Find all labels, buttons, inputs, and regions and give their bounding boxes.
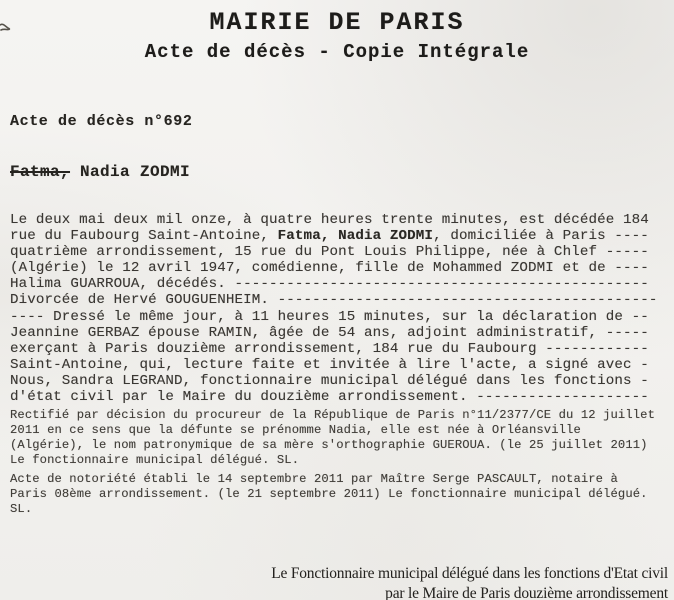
text-segment: Fatma, Nadia ZODMI bbox=[277, 228, 434, 245]
rectification-line: Le fonctionnaire municipal délégué. SL. bbox=[10, 453, 300, 468]
act-number: Acte de décès n°692 bbox=[10, 113, 193, 130]
struck-forename: Fatma, bbox=[10, 163, 71, 181]
signature-line-2: par le Maire de Paris douzième arrondissement bbox=[385, 584, 668, 600]
notoriete-line: Paris 08ème arrondissement. (le 21 septembre 2011) Le fonctionnaire municipal délégué. bbox=[10, 487, 648, 502]
text-segment: rue du Faubourg Saint-Antoine, bbox=[10, 228, 278, 245]
deceased-name-line bbox=[10, 163, 190, 181]
signature-block bbox=[271, 564, 668, 600]
signature-line-1: Le Fonctionnaire municipal délégué dans les fonctions d'Etat civil bbox=[271, 565, 668, 582]
notoriete-line: SL. bbox=[10, 502, 33, 517]
act-body-paragraph bbox=[10, 212, 674, 405]
rectification-line: Rectifié par décision du procureur de la République de Paris n°11/2377/CE du 12 juillet bbox=[10, 408, 655, 422]
notoriete-mention-paragraph bbox=[10, 472, 674, 517]
page-title: MAIRIE DE PARIS bbox=[209, 8, 465, 37]
act-body-line: (Algérie) le 12 avril 1947, comédienne, fille de Mohammed ZODMI et de ---- bbox=[10, 260, 649, 277]
act-body-line: Nous, Sandra LEGRAND, fonctionnaire municipal délégué dans les fonctions - bbox=[10, 372, 649, 389]
act-body-line: Le deux mai deux mil onze, à quatre heures trente minutes, est décédée 184 bbox=[10, 212, 649, 228]
act-body-line: d'état civil par le Maire du douzième arrondissement. -------------------- bbox=[10, 389, 649, 406]
page-subtitle: Acte de décès - Copie Intégrale bbox=[144, 41, 530, 63]
text-segment: , domiciliée à Paris ---- bbox=[433, 228, 649, 245]
act-body-line bbox=[10, 228, 674, 244]
rectification-line: (Algérie), le nom patronymique de sa mère s'orthographie GUEROUA. (le 25 juillet 2011) bbox=[10, 438, 648, 453]
notoriete-line: Acte de notoriété établi le 14 septembre 2011 par Maître Serge PASCAULT, notaire à bbox=[10, 472, 618, 486]
deceased-name: Nadia ZODMI bbox=[70, 163, 191, 181]
act-body-line: quatrième arrondissement, 15 rue du Pont Louis Philippe, née à Chlef ----- bbox=[10, 244, 649, 261]
act-body-line: exerçant à Paris douzième arrondissement, 184 rue du Faubourg ------------ bbox=[10, 340, 649, 357]
act-body-line: Saint-Antoine, qui, lecture faite et invitée à lire l'acte, a signé avec - bbox=[10, 356, 649, 373]
rectification-line: 2011 en ce sens que la défunte se prénomme Nadia, elle est née à Orléansville bbox=[10, 423, 581, 438]
act-body-line: Halima GUARROUA, décédés. ------------------------------------------------ bbox=[10, 276, 649, 293]
act-body-line: Jeannine GERBAZ épouse RAMIN, âgée de 54 ans, adjoint administratif, ----- bbox=[10, 324, 649, 341]
document-header bbox=[0, 8, 674, 63]
act-body-line: ---- Dressé le même jour, à 11 heures 15 minutes, sur la déclaration de -- bbox=[10, 308, 649, 325]
rectification-mention-paragraph bbox=[10, 408, 674, 468]
act-body-line: Divorcée de Hervé GOUGUENHEIM. -------------------------------------------- bbox=[10, 292, 658, 309]
